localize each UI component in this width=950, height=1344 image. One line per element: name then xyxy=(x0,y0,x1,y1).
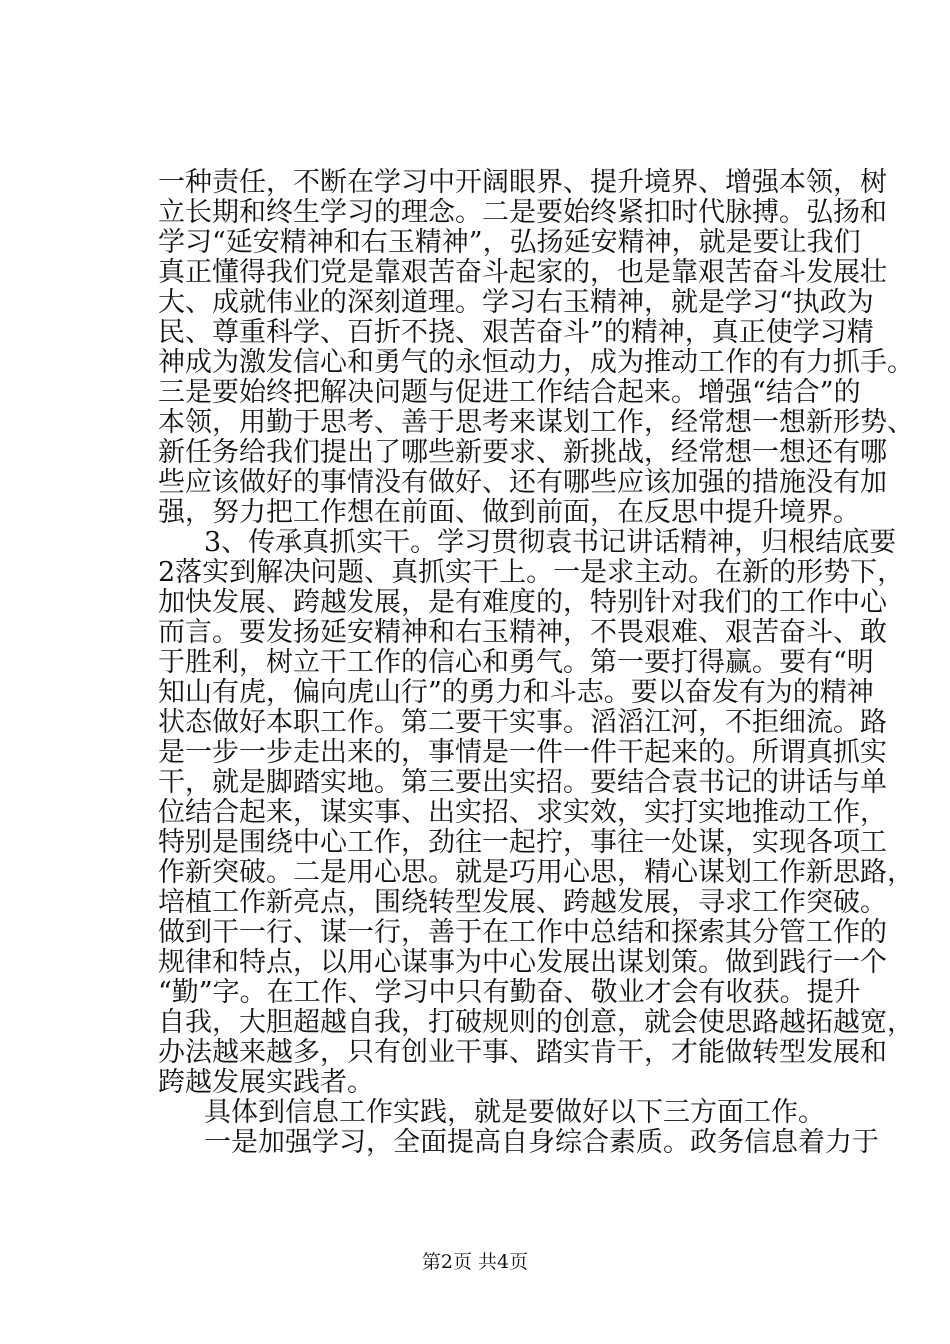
text-line: 位结合起来，谋实事、出实招、求实效，实打实地推动工作， xyxy=(158,797,887,828)
text-line: 具体到信息工作实践，就是要做好以下三方面工作。 xyxy=(204,1097,825,1128)
body-text xyxy=(158,167,914,1158)
text-line: 新任务给我们提出了哪些新要求、新挑战，经常想一想还有哪 xyxy=(158,437,887,468)
text-line: 办法越来越多，只有创业干事、踏实肯干，才能做转型发展和 xyxy=(158,1037,887,1068)
text-line: 立长期和终生学习的理念。二是要始终紧扣时代脉搏。弘扬和 xyxy=(158,197,887,228)
text-line: 三是要始终把解决问题与促进工作结合起来。增强“结合”的 xyxy=(158,377,861,408)
text-line: 民、尊重科学、百折不挠、艰苦奋斗”的精神，真正使学习精 xyxy=(158,317,874,348)
text-line: 2落实到解决问题、真抓实干上。一是求主动。在新的形势下， xyxy=(158,557,905,588)
text-line: 3、传承真抓实干。学习贯彻袁书记讲话精神，归根结底要 xyxy=(204,527,897,558)
text-line: 大、成就伟业的深刻道理。学习右玉精神，就是学习“执政为 xyxy=(158,287,874,318)
text-line: 自我，大胆超越自我，打破规则的创意，就会使思路越拓越宽， xyxy=(158,1007,914,1038)
text-line: 真正懂得我们党是靠艰苦奋斗起家的，也是靠艰苦奋斗发展壮 xyxy=(158,257,887,288)
text-line: 干，就是脚踏实地。第三要出实招。要结合袁书记的讲话与单 xyxy=(158,767,887,798)
text-line: 一是加强学习，全面提高自身综合素质。政务信息着力于 xyxy=(204,1127,879,1158)
text-line: 作新突破。二是用心思。就是巧用心思，精心谋划工作新思路， xyxy=(158,857,914,888)
text-line: 做到干一行、谋一行，善于在工作中总结和探索其分管工作的 xyxy=(158,917,887,948)
page-number: 第2页 共4页 xyxy=(421,1251,529,1273)
text-line: 神成为激发信心和勇气的永恒动力，成为推动工作的有力抓手。 xyxy=(158,347,914,378)
text-line: 强，努力把工作想在前面、做到前面，在反思中提升境界。 xyxy=(158,497,860,528)
text-line: 跨越发展实践者。 xyxy=(158,1067,374,1098)
text-line: 一种责任，不断在学习中开阔眼界、提升境界、增强本领，树 xyxy=(158,167,887,198)
text-line: “勤”字。在工作、学习中只有勤奋、敬业才会有收获。提升 xyxy=(158,977,861,1008)
text-line: 状态做好本职工作。第二要干实事。滔滔江河，不拒细流。路 xyxy=(158,707,887,738)
text-line: 本领，用勤于思考、善于思考来谋划工作，经常想一想新形势、 xyxy=(158,407,914,438)
text-line: 些应该做好的事情没有做好、还有哪些应该加强的措施没有加 xyxy=(158,467,887,498)
text-line: 而言。要发扬延安精神和右玉精神，不畏艰难、艰苦奋斗、敢 xyxy=(158,617,887,648)
text-line: 知山有虎，偏向虎山行”的勇力和斗志。要以奋发有为的精神 xyxy=(158,677,874,708)
text-line: 特别是围绕中心工作，劲往一起拧，事往一处谋，实现各项工 xyxy=(158,827,887,858)
text-line: 培植工作新亮点，围绕转型发展、跨越发展，寻求工作突破。 xyxy=(158,887,887,918)
text-line: 规律和特点，以用心谋事为中心发展出谋划策。做到践行一个 xyxy=(158,947,887,978)
text-line: 是一步一步走出来的，事情是一件一件干起来的。所谓真抓实 xyxy=(158,737,887,768)
text-line: 加快发展、跨越发展，是有难度的，特别针对我们的工作中心 xyxy=(158,587,887,618)
text-line: 于胜利，树立干工作的信心和勇气。第一要打得赢。要有“明 xyxy=(158,647,874,678)
text-line: 学习“延安精神和右玉精神”，弘扬延安精神，就是要让我们 xyxy=(158,227,861,258)
